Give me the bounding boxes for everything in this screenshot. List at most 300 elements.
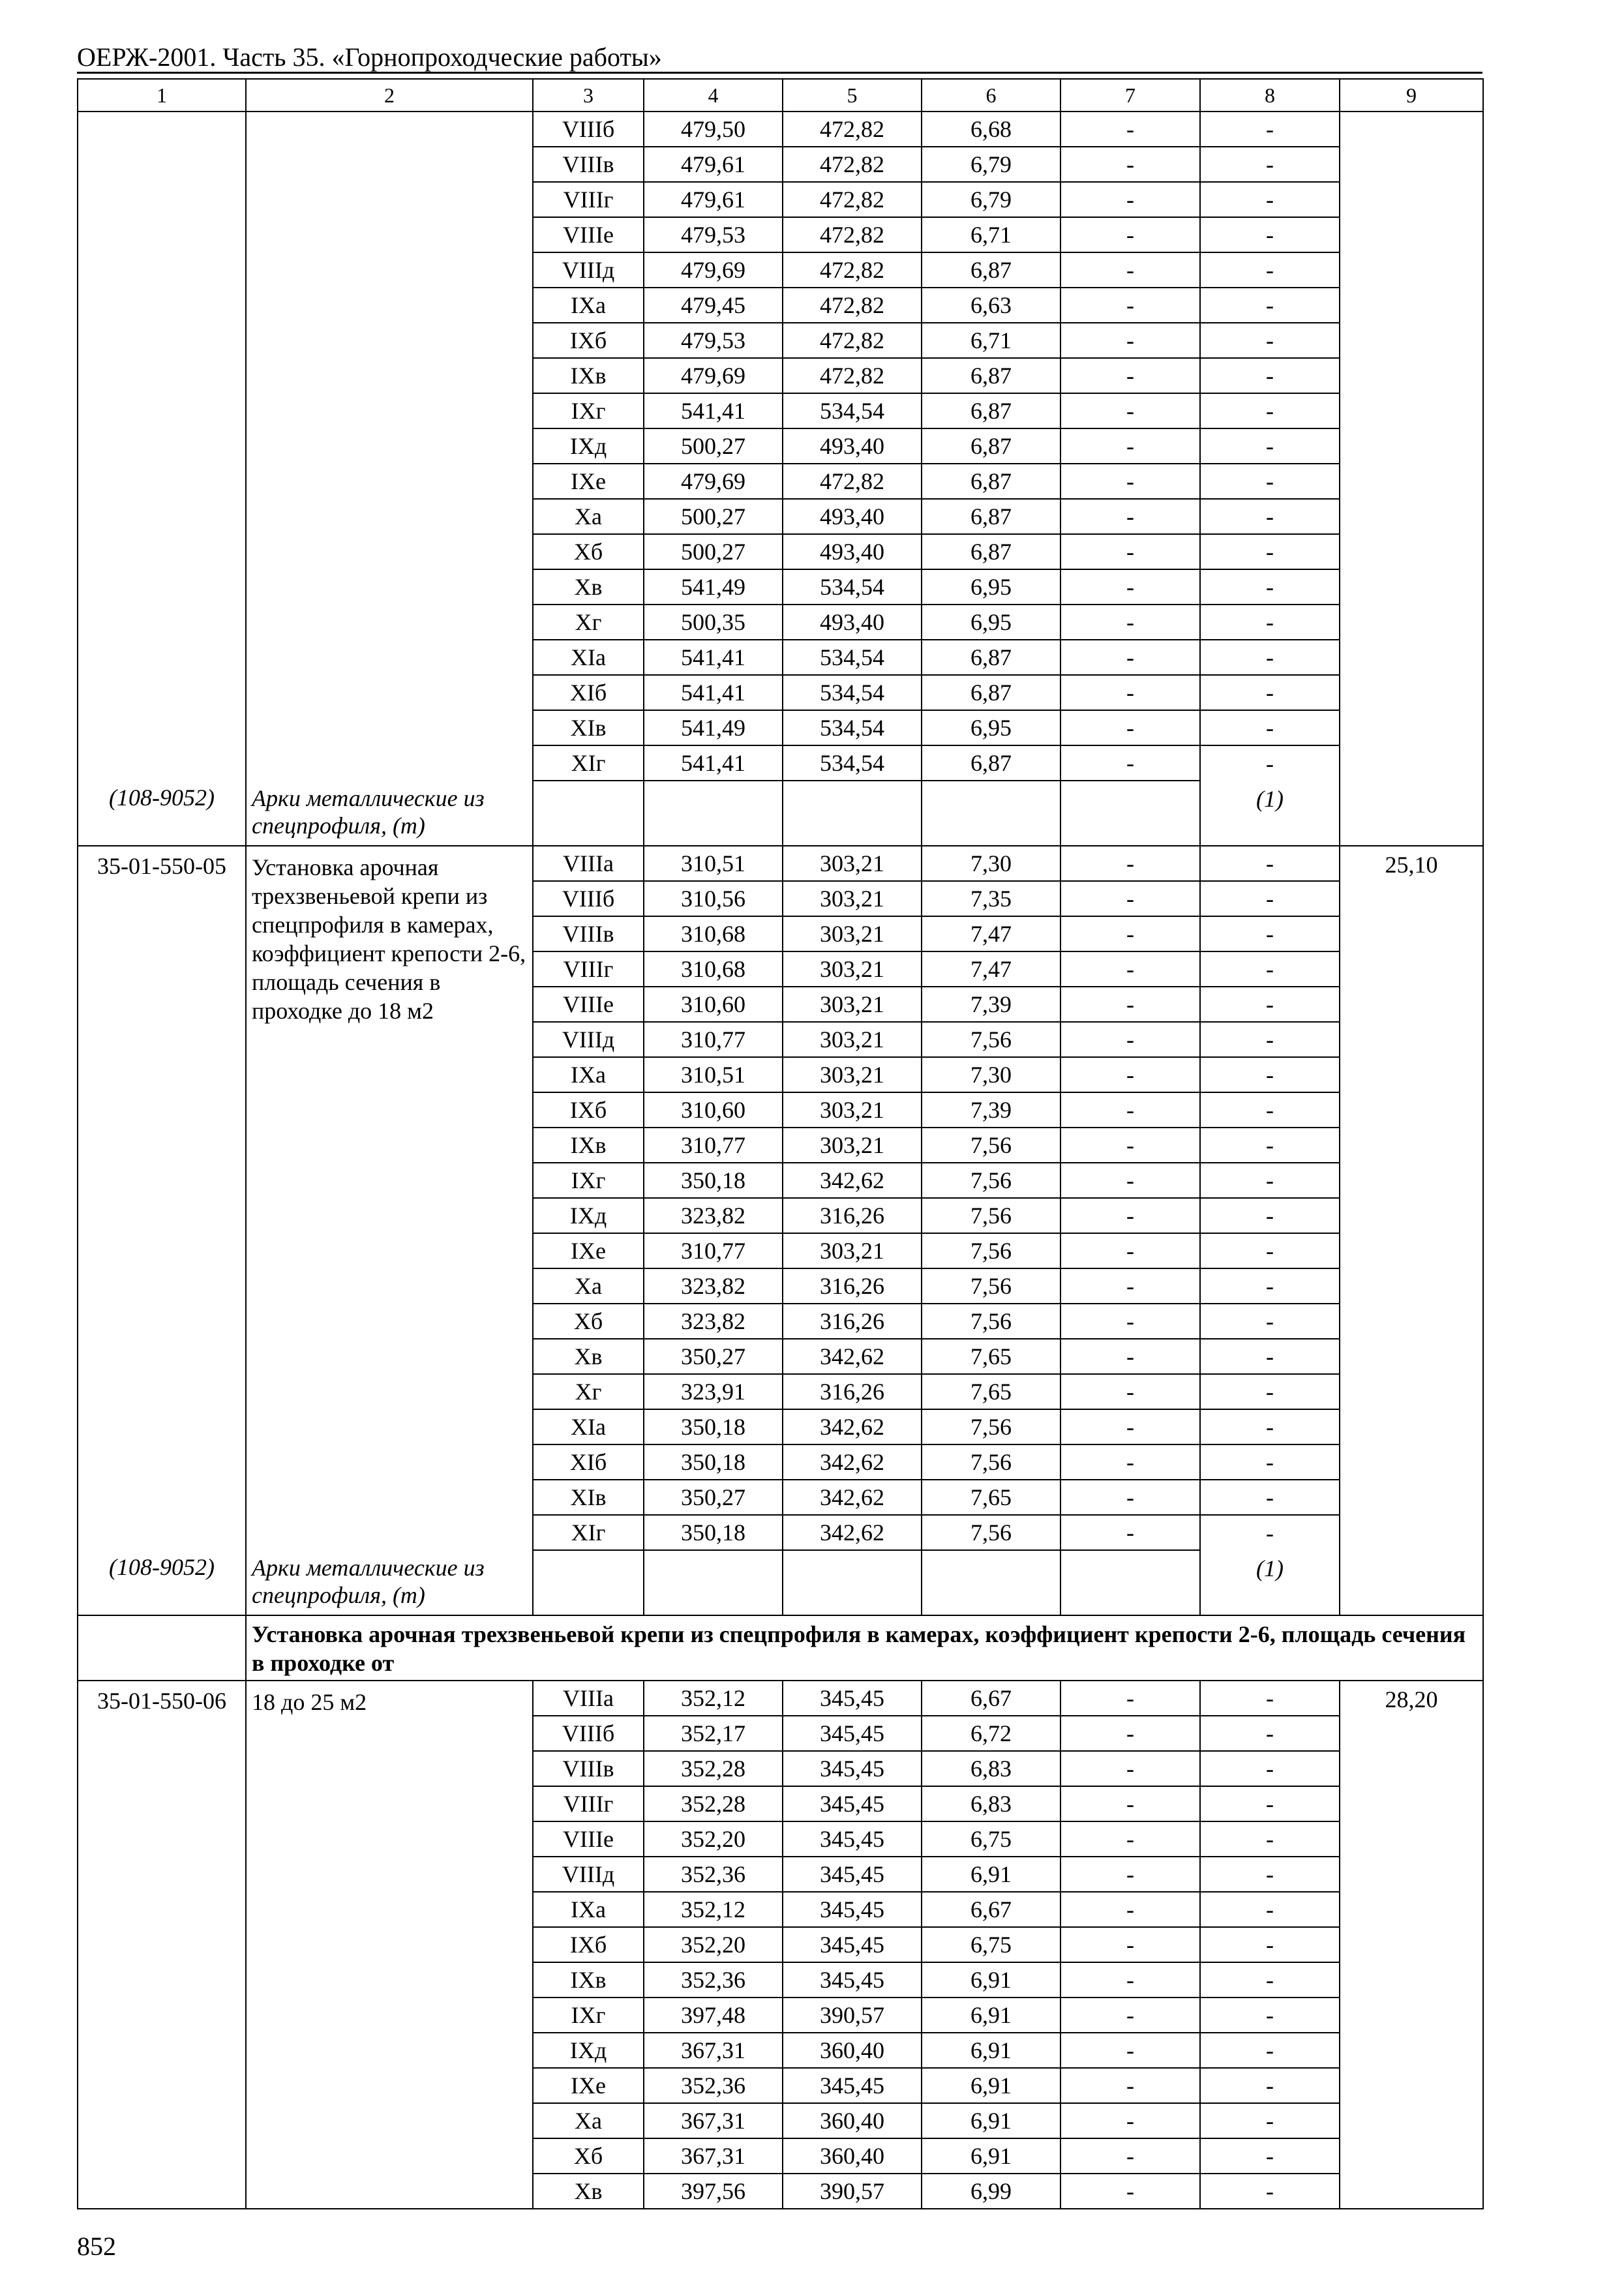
value-col7: - (1060, 428, 1200, 464)
value-col5: 534,54 (783, 745, 922, 781)
value-col7: - (1060, 288, 1200, 323)
value-col8: - (1200, 1515, 1340, 1550)
total-cost: 323,82 (644, 1268, 783, 1304)
value-col8: - (1200, 1057, 1340, 1092)
total-cost: 500,35 (644, 605, 783, 640)
note-empty-col4 (644, 781, 783, 846)
value-col6: 6,79 (922, 182, 1060, 217)
total-cost: 500,27 (644, 428, 783, 464)
soil-group: Xв (533, 569, 644, 605)
value-col5: 390,57 (783, 1997, 922, 2033)
value-col6: 6,68 (922, 112, 1060, 147)
value-col5: 345,45 (783, 1892, 922, 1927)
total-cost: 310,51 (644, 1057, 783, 1092)
value-col6: 6,87 (922, 428, 1060, 464)
total-cost: 397,48 (644, 1997, 783, 2033)
value-col6: 6,91 (922, 2138, 1060, 2174)
value-col8: - (1200, 987, 1340, 1022)
material-quantity: (1) (1200, 1550, 1340, 1615)
soil-group: IXа (533, 1057, 644, 1092)
value-col5: 342,62 (783, 1480, 922, 1515)
value-col6: 6,95 (922, 710, 1060, 745)
column-number-1: 1 (78, 79, 246, 112)
material-note-row (78, 1550, 1483, 1615)
material-code: (108-9052) (78, 1550, 246, 1615)
note-empty-col7 (1060, 781, 1200, 846)
total-cost: 541,49 (644, 569, 783, 605)
total-cost: 310,68 (644, 951, 783, 987)
soil-group: IXв (533, 1962, 644, 1997)
value-col6: 7,56 (922, 1444, 1060, 1480)
value-col7: - (1060, 1374, 1200, 1409)
total-cost: 479,53 (644, 323, 783, 358)
value-col5: 534,54 (783, 640, 922, 675)
value-col6: 7,39 (922, 987, 1060, 1022)
value-col6: 7,65 (922, 1339, 1060, 1374)
soil-group: IXб (533, 1927, 644, 1962)
soil-group: Xб (533, 534, 644, 569)
value-col8: - (1200, 1092, 1340, 1128)
value-col5: 342,62 (783, 1409, 922, 1444)
column-number-row (78, 79, 1483, 112)
value-col6: 6,71 (922, 323, 1060, 358)
value-col6: 6,87 (922, 745, 1060, 781)
page-number: 852 (77, 2232, 116, 2261)
total-cost: 310,60 (644, 987, 783, 1022)
value-col5: 303,21 (783, 846, 922, 881)
total-cost: 479,61 (644, 182, 783, 217)
value-col6: 7,47 (922, 951, 1060, 987)
note-empty-col5 (783, 781, 922, 846)
value-col6: 6,87 (922, 252, 1060, 288)
soil-group: Xв (533, 2174, 644, 2209)
column-number-2: 2 (246, 79, 533, 112)
value-col7: - (1060, 1128, 1200, 1163)
soil-group: XIа (533, 640, 644, 675)
column-number-5: 5 (783, 79, 922, 112)
value-col6: 7,56 (922, 1409, 1060, 1444)
value-col7: - (1060, 1092, 1200, 1128)
value-col7: - (1060, 1962, 1200, 1997)
value-col8: - (1200, 358, 1340, 393)
value-col6: 6,72 (922, 1716, 1060, 1751)
value-col6: 6,95 (922, 569, 1060, 605)
value-col8: - (1200, 1927, 1340, 1962)
soil-group: Xа (533, 499, 644, 534)
soil-group: VIIIг (533, 182, 644, 217)
value-col5: 345,45 (783, 1927, 922, 1962)
total-cost: 367,31 (644, 2033, 783, 2068)
value-col6: 6,79 (922, 147, 1060, 182)
value-col6: 6,71 (922, 217, 1060, 252)
total-cost: 367,31 (644, 2103, 783, 2138)
value-col8: - (1200, 1374, 1340, 1409)
value-col5: 534,54 (783, 569, 922, 605)
total-cost: 310,60 (644, 1092, 783, 1128)
value-col7: - (1060, 1444, 1200, 1480)
value-col5: 345,45 (783, 1681, 922, 1716)
table-row (78, 112, 1483, 147)
soil-group: XIб (533, 1444, 644, 1480)
value-col8: - (1200, 288, 1340, 323)
soil-group: Xг (533, 1374, 644, 1409)
total-cost: 479,53 (644, 217, 783, 252)
value-col7: - (1060, 916, 1200, 951)
value-col5: 303,21 (783, 916, 922, 951)
value-col6: 6,87 (922, 640, 1060, 675)
soil-group: VIIIв (533, 147, 644, 182)
value-col6: 6,87 (922, 534, 1060, 569)
column-number-4: 4 (644, 79, 783, 112)
value-col7: - (1060, 2068, 1200, 2103)
value-col7: - (1060, 1304, 1200, 1339)
total-cost: 479,69 (644, 252, 783, 288)
value-col8: - (1200, 112, 1340, 147)
soil-group: VIIIе (533, 217, 644, 252)
value-col9: 25,10 (1340, 846, 1483, 1615)
column-number-7: 7 (1060, 79, 1200, 112)
total-cost: 479,61 (644, 147, 783, 182)
value-col5: 534,54 (783, 393, 922, 428)
value-col7: - (1060, 393, 1200, 428)
soil-group: IXе (533, 2068, 644, 2103)
value-col8: - (1200, 640, 1340, 675)
value-col8: - (1200, 2033, 1340, 2068)
value-col5: 360,40 (783, 2103, 922, 2138)
value-col7: - (1060, 2033, 1200, 2068)
total-cost: 541,41 (644, 393, 783, 428)
value-col7: - (1060, 2138, 1200, 2174)
value-col7: - (1060, 881, 1200, 916)
soil-group: XIв (533, 710, 644, 745)
value-col7: - (1060, 217, 1200, 252)
column-number-8: 8 (1200, 79, 1340, 112)
rate-code: 35-01-550-05 (78, 846, 246, 1550)
value-col5: 472,82 (783, 217, 922, 252)
soil-group: XIв (533, 1480, 644, 1515)
value-col9: 28,20 (1340, 1681, 1483, 2209)
soil-group: IXв (533, 1128, 644, 1163)
value-col7: - (1060, 846, 1200, 881)
value-col8: - (1200, 217, 1340, 252)
value-col5: 360,40 (783, 2033, 922, 2068)
value-col6: 7,56 (922, 1233, 1060, 1268)
rate-description (246, 112, 533, 781)
soil-group: IXд (533, 2033, 644, 2068)
value-col6: 6,83 (922, 1786, 1060, 1821)
value-col8: - (1200, 147, 1340, 182)
value-col5: 472,82 (783, 112, 922, 147)
value-col5: 303,21 (783, 987, 922, 1022)
total-cost: 350,18 (644, 1444, 783, 1480)
value-col8: - (1200, 2138, 1340, 2174)
column-number-9: 9 (1340, 79, 1483, 112)
soil-group: IXд (533, 1198, 644, 1233)
total-cost: 541,41 (644, 675, 783, 710)
value-col6: 6,99 (922, 2174, 1060, 2209)
value-col5: 342,62 (783, 1163, 922, 1198)
value-col5: 472,82 (783, 323, 922, 358)
soil-group: IXб (533, 323, 644, 358)
soil-group: XIа (533, 1409, 644, 1444)
value-col7: - (1060, 1480, 1200, 1515)
value-col6: 7,65 (922, 1480, 1060, 1515)
value-col8: - (1200, 710, 1340, 745)
soil-group: Xб (533, 2138, 644, 2174)
total-cost: 479,45 (644, 288, 783, 323)
total-cost: 323,91 (644, 1374, 783, 1409)
total-cost: 352,12 (644, 1892, 783, 1927)
value-col6: 7,47 (922, 916, 1060, 951)
value-col5: 316,26 (783, 1198, 922, 1233)
value-col5: 493,40 (783, 534, 922, 569)
value-col5: 303,21 (783, 881, 922, 916)
value-col7: - (1060, 1198, 1200, 1233)
value-col5: 345,45 (783, 1786, 922, 1821)
total-cost: 479,69 (644, 358, 783, 393)
soil-group: Xв (533, 1339, 644, 1374)
page-header: ОЕРЖ-2001. Часть 35. «Горнопроходческие работы» (77, 42, 662, 72)
soil-group: IXг (533, 1997, 644, 2033)
value-col8: - (1200, 2174, 1340, 2209)
value-col7: - (1060, 1515, 1200, 1550)
section-heading-code-cell (78, 1615, 246, 1681)
value-col5: 342,62 (783, 1515, 922, 1550)
total-cost: 310,77 (644, 1022, 783, 1057)
value-col6: 6,91 (922, 2103, 1060, 2138)
value-col7: - (1060, 1057, 1200, 1092)
note-empty-col3 (533, 781, 644, 846)
value-col8: - (1200, 428, 1340, 464)
value-col7: - (1060, 358, 1200, 393)
total-cost: 310,51 (644, 846, 783, 881)
value-col7: - (1060, 1892, 1200, 1927)
total-cost: 350,18 (644, 1409, 783, 1444)
total-cost: 350,27 (644, 1339, 783, 1374)
value-col6: 7,39 (922, 1092, 1060, 1128)
soil-group: VIIIе (533, 987, 644, 1022)
value-col5: 316,26 (783, 1268, 922, 1304)
value-col6: 6,91 (922, 1857, 1060, 1892)
value-col6: 6,87 (922, 358, 1060, 393)
column-number-6: 6 (922, 79, 1060, 112)
soil-group: VIIIд (533, 1857, 644, 1892)
column-number-3: 3 (533, 79, 644, 112)
note-empty-col7 (1060, 1550, 1200, 1615)
value-col5: 534,54 (783, 710, 922, 745)
soil-group: VIIIв (533, 1751, 644, 1786)
value-col7: - (1060, 745, 1200, 781)
value-col8: - (1200, 499, 1340, 534)
note-empty-col5 (783, 1550, 922, 1615)
section-heading: Установка арочная трехзвеньевой крепи из спецпрофиля в камерах, коэффициент крепости 2-6, площадь сечения в проходке от (246, 1615, 1483, 1681)
soil-group: Xа (533, 2103, 644, 2138)
total-cost: 352,36 (644, 1857, 783, 1892)
value-col7: - (1060, 147, 1200, 182)
value-col5: 534,54 (783, 675, 922, 710)
total-cost: 541,41 (644, 640, 783, 675)
soil-group: IXа (533, 1892, 644, 1927)
value-col6: 6,83 (922, 1751, 1060, 1786)
value-col7: - (1060, 987, 1200, 1022)
soil-group: VIIIб (533, 1716, 644, 1751)
soil-group: VIIIг (533, 951, 644, 987)
header-rule (77, 72, 1482, 74)
value-col6: 6,87 (922, 675, 1060, 710)
value-col7: - (1060, 1716, 1200, 1751)
value-col7: - (1060, 1233, 1200, 1268)
value-col8: - (1200, 1304, 1340, 1339)
value-col8: - (1200, 745, 1340, 781)
total-cost: 352,28 (644, 1786, 783, 1821)
total-cost: 500,27 (644, 499, 783, 534)
value-col6: 6,67 (922, 1892, 1060, 1927)
total-cost: 367,31 (644, 2138, 783, 2174)
soil-group: Xа (533, 1268, 644, 1304)
total-cost: 479,69 (644, 464, 783, 499)
value-col5: 493,40 (783, 428, 922, 464)
value-col6: 7,56 (922, 1128, 1060, 1163)
value-col5: 345,45 (783, 1962, 922, 1997)
value-col8: - (1200, 1751, 1340, 1786)
value-col7: - (1060, 605, 1200, 640)
rate-code: 35-01-550-06 (78, 1681, 246, 2209)
value-col7: - (1060, 1268, 1200, 1304)
value-col7: - (1060, 534, 1200, 569)
value-col6: 7,56 (922, 1268, 1060, 1304)
soil-group: IXа (533, 288, 644, 323)
value-col8: - (1200, 1892, 1340, 1927)
value-col5: 303,21 (783, 951, 922, 987)
value-col7: - (1060, 1339, 1200, 1374)
value-col8: - (1200, 846, 1340, 881)
value-col8: - (1200, 1857, 1340, 1892)
soil-group: VIIIв (533, 916, 644, 951)
total-cost: 310,77 (644, 1128, 783, 1163)
value-col7: - (1060, 1022, 1200, 1057)
value-col6: 6,67 (922, 1681, 1060, 1716)
soil-group: VIIIд (533, 252, 644, 288)
total-cost: 479,50 (644, 112, 783, 147)
value-col7: - (1060, 1821, 1200, 1857)
value-col7: - (1060, 464, 1200, 499)
value-col8: - (1200, 881, 1340, 916)
value-col7: - (1060, 252, 1200, 288)
value-col5: 493,40 (783, 605, 922, 640)
total-cost: 352,28 (644, 1751, 783, 1786)
value-col7: - (1060, 1997, 1200, 2033)
soil-group: IXг (533, 393, 644, 428)
value-col6: 7,56 (922, 1022, 1060, 1057)
value-col8: - (1200, 1480, 1340, 1515)
total-cost: 352,36 (644, 2068, 783, 2103)
value-col6: 7,56 (922, 1163, 1060, 1198)
value-col5: 303,21 (783, 1092, 922, 1128)
total-cost: 352,12 (644, 1681, 783, 1716)
value-col8: - (1200, 182, 1340, 217)
value-col8: - (1200, 1786, 1340, 1821)
soil-group: VIIIе (533, 1821, 644, 1857)
value-col6: 7,65 (922, 1374, 1060, 1409)
soil-group: VIIIа (533, 846, 644, 881)
value-col5: 303,21 (783, 1128, 922, 1163)
value-col8: - (1200, 2103, 1340, 2138)
value-col5: 342,62 (783, 1339, 922, 1374)
total-cost: 310,68 (644, 916, 783, 951)
total-cost: 323,82 (644, 1198, 783, 1233)
total-cost: 350,27 (644, 1480, 783, 1515)
soil-group: XIб (533, 675, 644, 710)
total-cost: 541,41 (644, 745, 783, 781)
value-col5: 472,82 (783, 464, 922, 499)
value-col7: - (1060, 710, 1200, 745)
value-col6: 7,56 (922, 1515, 1060, 1550)
soil-group: XIг (533, 745, 644, 781)
value-col8: - (1200, 916, 1340, 951)
table-row (78, 846, 1483, 881)
value-col5: 493,40 (783, 499, 922, 534)
value-col8: - (1200, 1233, 1340, 1268)
material-description: Арки металлические из спецпрофиля, (т) (246, 781, 533, 846)
total-cost: 310,77 (644, 1233, 783, 1268)
value-col6: 6,87 (922, 499, 1060, 534)
soil-group: IXг (533, 1163, 644, 1198)
soil-group: VIIIа (533, 1681, 644, 1716)
value-col8: - (1200, 464, 1340, 499)
soil-group: IXе (533, 464, 644, 499)
value-col5: 472,82 (783, 182, 922, 217)
soil-group: VIIIд (533, 1022, 644, 1057)
total-cost: 500,27 (644, 534, 783, 569)
soil-group: IXб (533, 1092, 644, 1128)
total-cost: 350,18 (644, 1515, 783, 1550)
soil-group: VIIIб (533, 881, 644, 916)
value-col7: - (1060, 499, 1200, 534)
value-col8: - (1200, 1821, 1340, 1857)
value-col8: - (1200, 1409, 1340, 1444)
rates-table (77, 78, 1484, 2209)
value-col5: 345,45 (783, 1716, 922, 1751)
value-col7: - (1060, 675, 1200, 710)
value-col7: - (1060, 1751, 1200, 1786)
value-col6: 6,75 (922, 1821, 1060, 1857)
value-col7: - (1060, 2103, 1200, 2138)
rate-description: 18 до 25 м2 (246, 1681, 533, 2209)
value-col7: - (1060, 951, 1200, 987)
value-col5: 316,26 (783, 1304, 922, 1339)
total-cost: 352,36 (644, 1962, 783, 1997)
material-code: (108-9052) (78, 781, 246, 846)
value-col6: 6,91 (922, 1997, 1060, 2033)
value-col9 (1340, 112, 1483, 846)
value-col5: 472,82 (783, 147, 922, 182)
note-empty-col6 (922, 1550, 1060, 1615)
value-col8: - (1200, 1339, 1340, 1374)
note-empty-col4 (644, 1550, 783, 1615)
value-col8: - (1200, 323, 1340, 358)
value-col6: 7,56 (922, 1198, 1060, 1233)
value-col7: - (1060, 323, 1200, 358)
soil-group: IXв (533, 358, 644, 393)
value-col7: - (1060, 1857, 1200, 1892)
value-col7: - (1060, 182, 1200, 217)
value-col8: - (1200, 1022, 1340, 1057)
total-cost: 350,18 (644, 1163, 783, 1198)
value-col6: 6,91 (922, 1962, 1060, 1997)
value-col5: 472,82 (783, 252, 922, 288)
value-col5: 472,82 (783, 288, 922, 323)
soil-group: XIг (533, 1515, 644, 1550)
